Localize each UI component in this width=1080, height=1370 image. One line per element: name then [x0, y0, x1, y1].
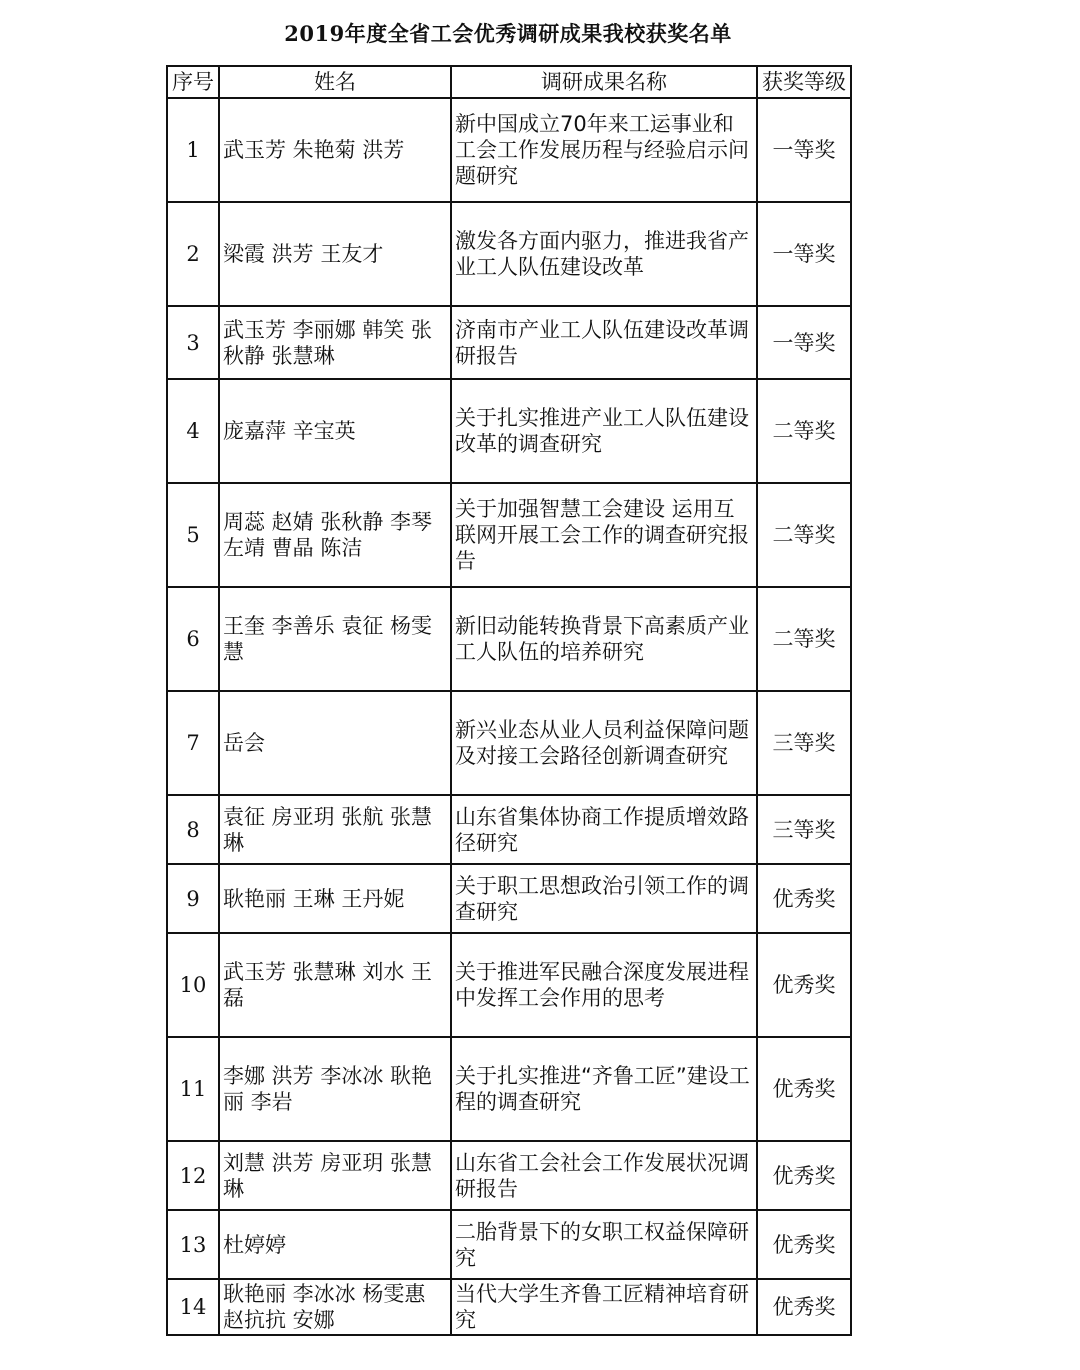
table-row [167, 933, 851, 1037]
row-names: 岳会 [219, 691, 451, 795]
table-row [167, 587, 851, 691]
row-level: 二等奖 [757, 483, 851, 587]
table-row [167, 795, 851, 864]
row-seq: 5 [167, 483, 219, 587]
row-names: 杜婷婷 [219, 1210, 451, 1279]
row-seq: 7 [167, 691, 219, 795]
table-row [167, 691, 851, 795]
row-names: 武玉芳 朱艳菊 洪芳 [219, 98, 451, 202]
table-header-row [167, 66, 851, 98]
row-seq: 13 [167, 1210, 219, 1279]
row-level: 优秀奖 [757, 1037, 851, 1141]
header-title: 调研成果名称 [451, 66, 757, 98]
row-seq: 14 [167, 1279, 219, 1335]
table-row [167, 1210, 851, 1279]
row-seq: 12 [167, 1141, 219, 1210]
row-names: 武玉芳 李丽娜 韩笑 张秋静 张慧琳 [219, 306, 451, 379]
table-row [167, 483, 851, 587]
row-title: 新旧动能转换背景下高素质产业工人队伍的培养研究 [451, 587, 757, 691]
header-names: 姓名 [219, 66, 451, 98]
row-title: 新中国成立70年来工运事业和工会工作发展历程与经验启示问题研究 [451, 98, 757, 202]
row-title: 二胎背景下的女职工权益保障研究 [451, 1210, 757, 1279]
row-level: 优秀奖 [757, 933, 851, 1037]
award-table [166, 65, 852, 1336]
row-level: 二等奖 [757, 587, 851, 691]
row-names: 庞嘉萍 辛宝英 [219, 379, 451, 483]
row-title: 关于扎实推进“齐鲁工匠”建设工程的调查研究 [451, 1037, 757, 1141]
table-row [167, 306, 851, 379]
row-title: 山东省集体协商工作提质增效路径研究 [451, 795, 757, 864]
row-title: 关于职工思想政治引领工作的调查研究 [451, 864, 757, 933]
table-row [167, 98, 851, 202]
row-level: 三等奖 [757, 795, 851, 864]
row-seq: 1 [167, 98, 219, 202]
row-names: 王奎 李善乐 袁征 杨雯慧 [219, 587, 451, 691]
row-seq: 4 [167, 379, 219, 483]
row-names: 武玉芳 张慧琳 刘水 王磊 [219, 933, 451, 1037]
table-row [167, 1279, 851, 1335]
row-title: 关于加强智慧工会建设 运用互联网开展工会工作的调查研究报告 [451, 483, 757, 587]
row-seq: 11 [167, 1037, 219, 1141]
row-names: 刘慧 洪芳 房亚玥 张慧琳 [219, 1141, 451, 1210]
document-title: 2019年度全省工会优秀调研成果我校获奖名单 [284, 21, 732, 46]
row-level: 三等奖 [757, 691, 851, 795]
table-row [167, 379, 851, 483]
row-title: 关于推进军民融合深度发展进程中发挥工会作用的思考 [451, 933, 757, 1037]
table-row [167, 1141, 851, 1210]
row-level: 优秀奖 [757, 1210, 851, 1279]
row-names: 梁霞 洪芳 王友才 [219, 202, 451, 306]
row-title: 激发各方面内驱力，推进我省产业工人队伍建设改革 [451, 202, 757, 306]
row-seq: 2 [167, 202, 219, 306]
row-seq: 3 [167, 306, 219, 379]
row-seq: 10 [167, 933, 219, 1037]
row-title: 山东省工会社会工作发展状况调研报告 [451, 1141, 757, 1210]
row-names: 袁征 房亚玥 张航 张慧琳 [219, 795, 451, 864]
row-names: 周蕊 赵婧 张秋静 李琴 左靖 曹晶 陈洁 [219, 483, 451, 587]
header-seq: 序号 [167, 66, 219, 98]
table-row [167, 202, 851, 306]
row-names: 耿艳丽 李冰冰 杨雯惠 赵抗抗 安娜 [219, 1279, 451, 1335]
row-level: 优秀奖 [757, 1141, 851, 1210]
row-title: 当代大学生齐鲁工匠精神培育研究 [451, 1279, 757, 1335]
row-level: 优秀奖 [757, 1279, 851, 1335]
row-title: 济南市产业工人队伍建设改革调研报告 [451, 306, 757, 379]
row-seq: 9 [167, 864, 219, 933]
header-level: 获奖等级 [757, 66, 851, 98]
row-level: 一等奖 [757, 202, 851, 306]
row-seq: 8 [167, 795, 219, 864]
row-seq: 6 [167, 587, 219, 691]
row-names: 耿艳丽 王琳 王丹妮 [219, 864, 451, 933]
row-title: 新兴业态从业人员利益保障问题及对接工会路径创新调查研究 [451, 691, 757, 795]
table-row [167, 864, 851, 933]
row-level: 一等奖 [757, 306, 851, 379]
table-row [167, 1037, 851, 1141]
row-level: 二等奖 [757, 379, 851, 483]
row-names: 李娜 洪芳 李冰冰 耿艳丽 李岩 [219, 1037, 451, 1141]
row-level: 一等奖 [757, 98, 851, 202]
row-title: 关于扎实推进产业工人队伍建设改革的调查研究 [451, 379, 757, 483]
row-level: 优秀奖 [757, 864, 851, 933]
